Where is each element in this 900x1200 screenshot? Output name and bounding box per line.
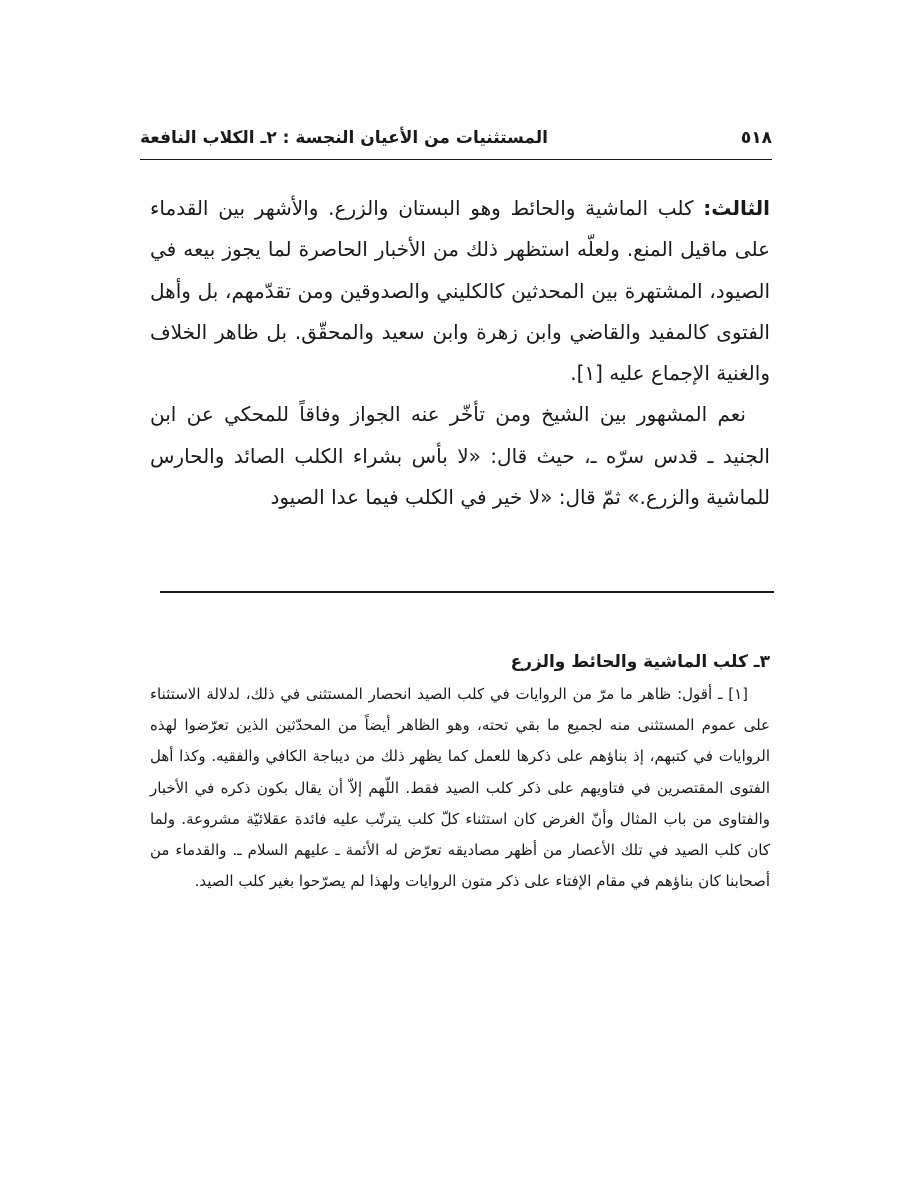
running-header xyxy=(140,128,772,148)
page-number: ٥١٨ xyxy=(740,128,772,148)
header-rule xyxy=(140,159,772,160)
footnote-body: [١] ـ أقول: ظاهر ما مرّ من الروايات في كلب الصيد انحصار المستثنى في ذلك، لدلالة الاستثناء على عموم المستثنى منه لجميع ما بقي تحته، وهو الظاهر أيضاً من المحدّثين الذين تعرّضوا لهذه الروايات في كتبهم، إذ بناؤهم على ذكرها للعمل كما يظهر ذلك من ديباجة الكافي والفقيه. وكذا أهل الفتوى المقتصرين في فتاويهم على ذكر كلب الصيد فقط. اللّهم إلاّ أن يقال بكون ذكره في الأخبار والفتاوى من باب المثال وأنّ الغرض كان استثناء كلّ كلب يترتّب عليه فائدة عقلائيّة مشروعة. ولما كان كلب الصيد في تلك الأعصار من أظهر مصاديقه تعرّض له الأئمة ـ عليهم السلام ـ. والقدماء من أصحابنا كان بناؤهم في مقام الإفتاء على ذكر متون الروايات ولهذا لم يصرّحوا بغير كلب الصيد. xyxy=(150,685,770,891)
paragraph-1-lead: الثالث: xyxy=(703,196,770,220)
footnote-section xyxy=(150,645,770,897)
paragraph-1 xyxy=(150,188,770,394)
running-title: المستثنيات من الأعيان النجسة : ٢ـ الكلاب النافعة xyxy=(140,128,548,148)
footnote-rule xyxy=(160,591,774,593)
paragraph-2: نعم المشهور بين الشيخ ومن تأخّر عنه الجواز وفاقاً للمحكي عن ابن الجنيد ـ قدس سرّه ـ، حيث قال: «لا بأس بشراء الكلب الصائد والحارس للماشية والزرع.» ثمّ قال: «لا خير في الكلب فيما عدا الصيود xyxy=(150,402,770,510)
footnote-heading: ٣ـ كلب الماشية والحائط والزرع xyxy=(510,652,770,672)
main-text xyxy=(150,188,770,518)
paragraph-1-body: كلب الماشية والحائط وهو البستان والزرع. والأشهر بين القدماء على ماقيل المنع. ولعلّه استظهر ذلك من الأخبار الحاصرة لما يجوز بيعه في الصيود، المشتهرة بين المحدثين كالكليني والصدوقين ومن تقدّمهم، بل وأهل الفتوى كالمفيد والقاضي وابن زهرة وابن سعيد والمحقّق. بل ظاهر الخلاف والغنية الإجماع عليه [١]. xyxy=(150,196,770,386)
